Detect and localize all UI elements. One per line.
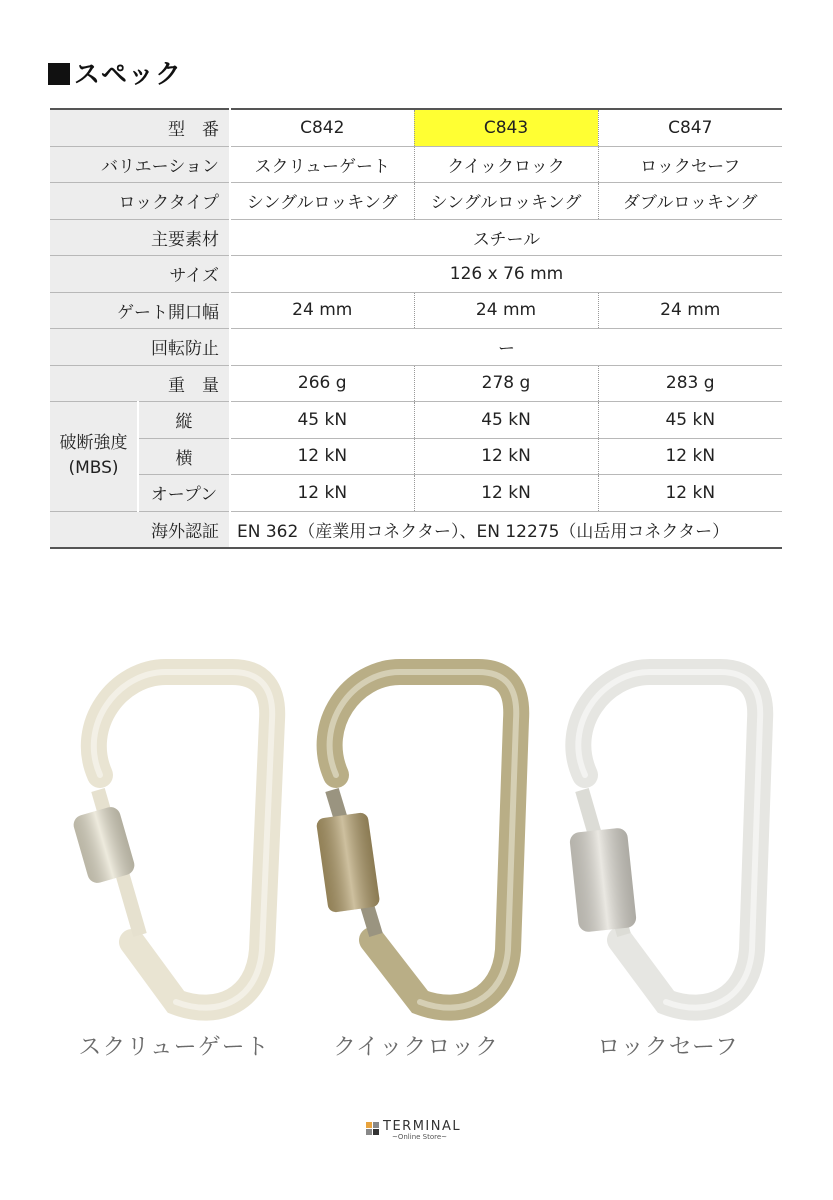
- label-model: 型 番: [50, 109, 230, 146]
- section-title: スペック: [48, 54, 182, 91]
- label-gate-opening: ゲート開口幅: [50, 292, 230, 329]
- label-variation: バリエーション: [50, 146, 230, 183]
- caption-screwgate: スクリューゲート: [78, 1034, 270, 1060]
- row-anti-rotation: [50, 329, 782, 366]
- cell: 24 mm: [230, 292, 414, 329]
- label-mbs-line1: 破断強度: [59, 432, 128, 453]
- cell: ー: [230, 329, 782, 366]
- gate-sleeve-knurl: [316, 812, 381, 913]
- carabiner-photos: [0, 650, 833, 1030]
- cell: ダブルロッキング: [598, 183, 782, 220]
- label-lock-type: ロックタイプ: [50, 183, 230, 220]
- label-mbs: [50, 402, 138, 512]
- cell: 45 kN: [598, 402, 782, 439]
- cell: 12 kN: [414, 438, 598, 475]
- label-weight: 重 量: [50, 365, 230, 402]
- row-weight: [50, 365, 782, 402]
- cell: 12 kN: [598, 475, 782, 512]
- cell: ロックセーフ: [598, 146, 782, 183]
- carabiner-locksafe-image: [569, 672, 760, 1008]
- cell: クイックロック: [414, 146, 598, 183]
- carabiner-screwgate-image: [71, 672, 272, 1008]
- row-size: [50, 256, 782, 293]
- row-mbs-minor: [50, 438, 782, 475]
- logo-name: TERMINAL: [383, 1119, 462, 1134]
- cell: 12 kN: [598, 438, 782, 475]
- cell: EN 362（産業用コネクター）、EN 12275（山岳用コネクター）: [230, 511, 782, 548]
- row-gate-opening: [50, 292, 782, 329]
- row-lock-type: [50, 183, 782, 220]
- row-certification: [50, 511, 782, 548]
- label-mbs-minor: 横: [138, 438, 230, 475]
- cell: スチール: [230, 219, 782, 256]
- cell: 24 mm: [414, 292, 598, 329]
- model-c842: C842: [230, 109, 414, 146]
- black-square-icon: [48, 63, 70, 85]
- model-c847: C847: [598, 109, 782, 146]
- cell: シングルロッキング: [230, 183, 414, 220]
- cell: 45 kN: [414, 402, 598, 439]
- row-mbs-major: [50, 402, 782, 439]
- logo-grid-icon: [366, 1122, 380, 1136]
- gate-sleeve-knurl: [71, 805, 136, 886]
- row-model: [50, 109, 782, 146]
- label-anti-rotation: 回転防止: [50, 329, 230, 366]
- terminal-logo: [366, 1118, 476, 1144]
- cell: 283 g: [598, 365, 782, 402]
- carabiner-quicklock-image: [316, 672, 517, 1008]
- cell: 126 x 76 mm: [230, 256, 782, 293]
- label-mbs-major: 縦: [138, 402, 230, 439]
- cell: 12 kN: [230, 438, 414, 475]
- caption-quicklock: クイックロック: [333, 1034, 499, 1060]
- cell: 12 kN: [230, 475, 414, 512]
- label-mbs-open: オープン: [138, 475, 230, 512]
- label-material: 主要素材: [50, 219, 230, 256]
- cell: 45 kN: [230, 402, 414, 439]
- row-material: [50, 219, 782, 256]
- cell: シングルロッキング: [414, 183, 598, 220]
- cell: 266 g: [230, 365, 414, 402]
- cell: 12 kN: [414, 475, 598, 512]
- row-variation: [50, 146, 782, 183]
- label-mbs-line2: (MBS): [68, 458, 119, 479]
- label-certification: 海外認証: [50, 511, 230, 548]
- cell: スクリューゲート: [230, 146, 414, 183]
- model-c843: C843: [414, 109, 598, 146]
- cell: 24 mm: [598, 292, 782, 329]
- row-mbs-open: [50, 475, 782, 512]
- spec-table: [50, 108, 782, 549]
- caption-locksafe: ロックセーフ: [597, 1034, 739, 1060]
- logo-sub: ~Online Store~: [392, 1133, 448, 1141]
- gate-sleeve-knurl: [569, 827, 637, 933]
- label-size: サイズ: [50, 256, 230, 293]
- cell: 278 g: [414, 365, 598, 402]
